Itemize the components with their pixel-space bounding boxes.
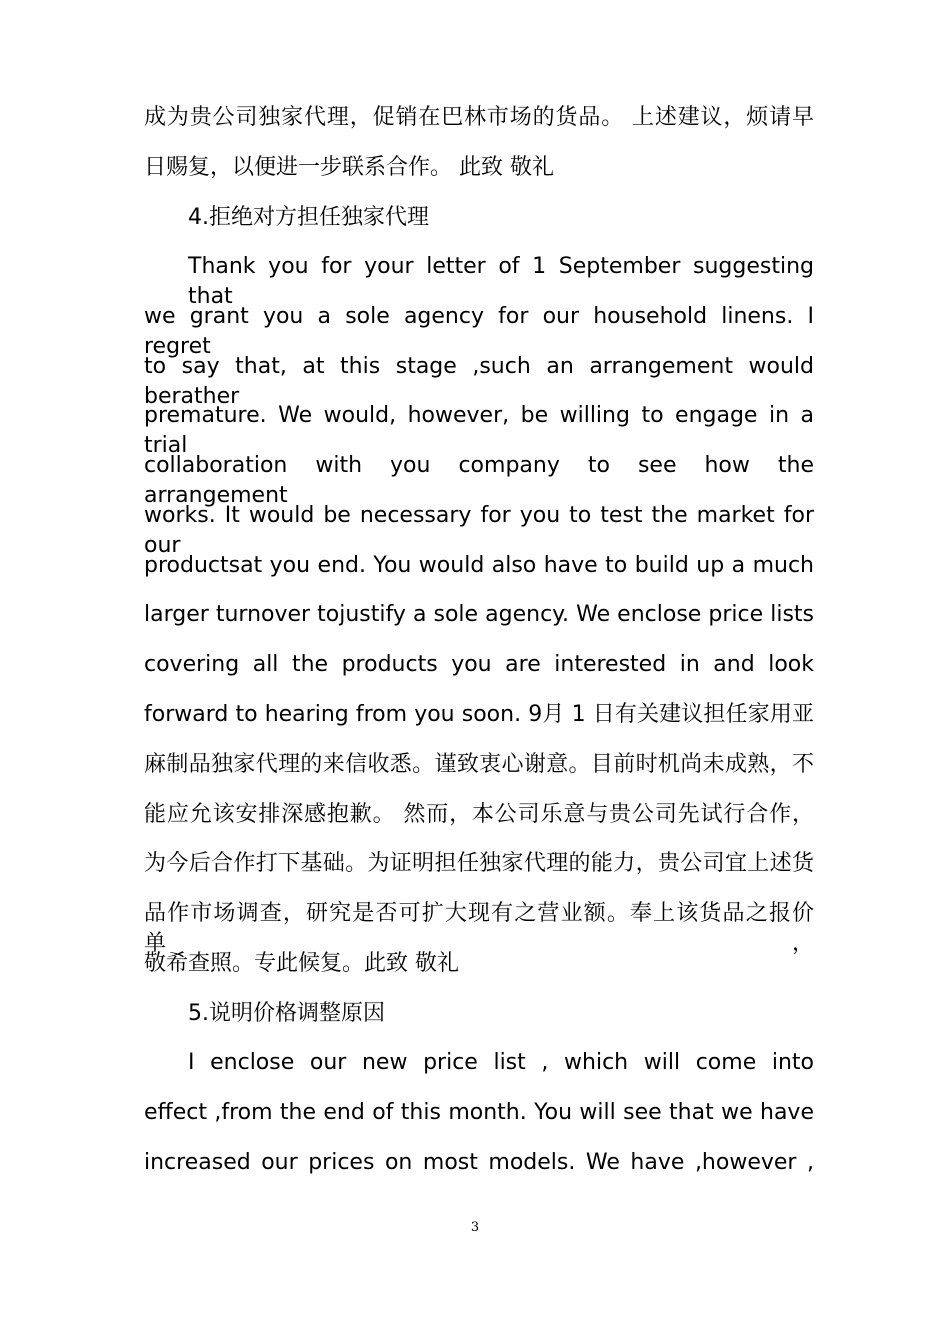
text-line: 为今后合作打下基础。为证明担任独家代理的能力，贵公司宜上述货: [144, 851, 814, 876]
text-line: 敬希查照。专此候复。此致 敬礼: [144, 951, 459, 976]
text-line: covering all the products you are interested in and look: [144, 652, 814, 677]
text-line: 能应允该安排深感抱歉。 然而，本公司乐意与贵公司先试行合作，: [144, 802, 814, 827]
text-line: productsat you end. You would also have to build up a much: [144, 553, 814, 578]
text-line: 成为贵公司独家代理，促销在巴林市场的货品。 上述建议，烦请早: [144, 105, 814, 130]
text-line: I enclose our new price list , which will come into: [188, 1050, 814, 1075]
text-line: we grant you a sole agency for our household linens. I regret: [144, 304, 814, 359]
page-number: 3: [470, 1220, 480, 1235]
text-line: to say that, at this stage ,such an arrangement would berather: [144, 354, 814, 409]
text-line: 日赐复，以便进一步联系合作。 此致 敬礼: [144, 155, 554, 180]
text-line: larger turnover tojustify a sole agency. We enclose price lists: [144, 602, 814, 627]
section-heading: 4.拒绝对方担任独家代理: [188, 205, 429, 230]
text-line: collaboration with you company to see how the arrangement: [144, 453, 814, 508]
section-heading: 5.说明价格调整原因: [188, 1001, 385, 1026]
text-line: premature. We would, however, be willing to engage in a trial: [144, 403, 814, 458]
text-line: 麻制品独家代理的来信收悉。谨致衷心谢意。目前时机尚未成熟，不: [144, 752, 814, 777]
text-line: effect ,from the end of this month. You will see that we have: [144, 1100, 814, 1125]
text-line: increased our prices on most models. We have ,however ,: [144, 1150, 814, 1175]
text-line: works. It would be necessary for you to test the market for our: [144, 503, 814, 558]
text-line: 品作市场调查，研究是否可扩大现有之营业额。奉上该货品之报价单，: [144, 901, 814, 956]
text-line: forward to hearing from you soon. 9月 1 日有关建议担任家用亚: [144, 702, 814, 727]
text-line: Thank you for your letter of 1 September suggesting that: [188, 254, 814, 309]
